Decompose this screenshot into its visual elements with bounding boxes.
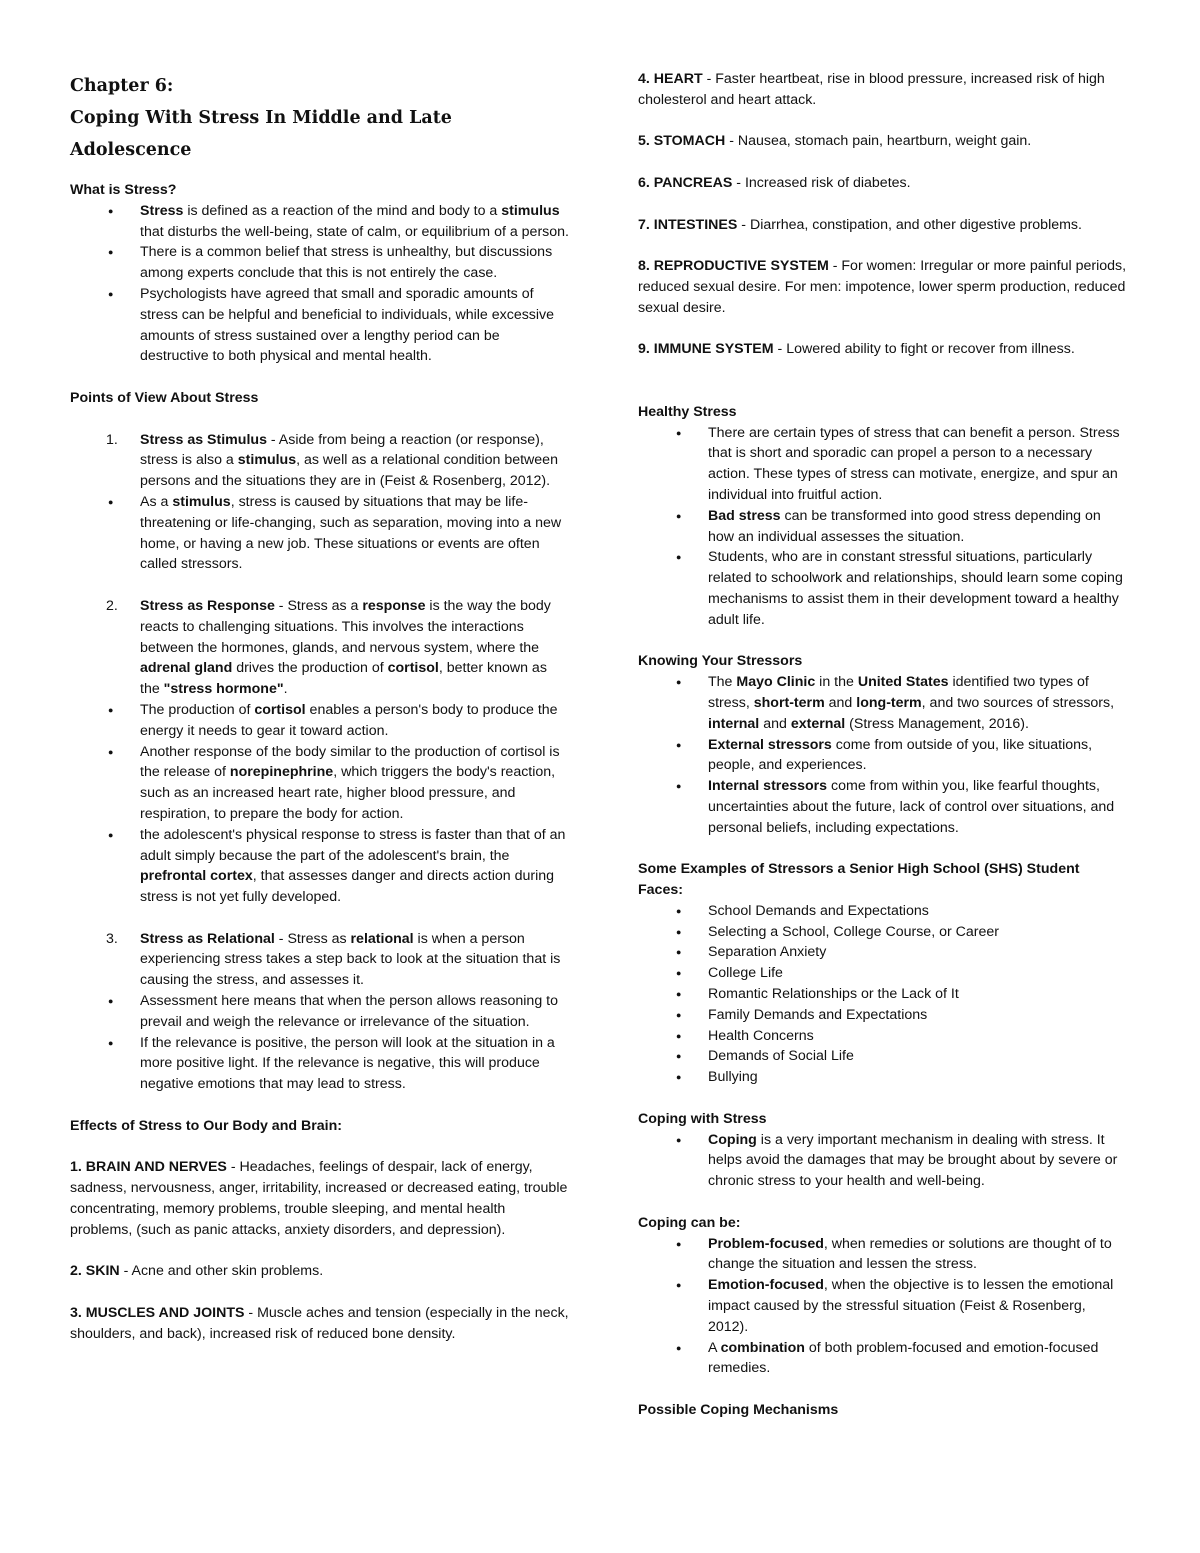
healthy-stress-list bbox=[638, 423, 1128, 631]
points-of-view-heading: Points of View About Stress bbox=[70, 389, 259, 406]
effects-heading: Effects of Stress to Our Body and Brain: bbox=[70, 1117, 342, 1134]
list-item: ● As a stimulus, stress is caused by situations that may be life-threatening or life-changing, such as separation, moving into a new home, or having a new job. These situations or events are often called stressors. bbox=[70, 492, 570, 575]
list-item: ● A combination of both problem-focused and emotion-focused remedies. bbox=[638, 1338, 1128, 1380]
effect-item: 6. PANCREAS - Increased risk of diabetes. bbox=[638, 174, 911, 191]
effect-item: 4. HEART - Faster heartbeat, rise in blood pressure, increased risk of high cholesterol and heart attack. bbox=[638, 71, 1105, 108]
list-item: ● External stressors come from outside of you, like situations, people, and experiences. bbox=[638, 735, 1128, 777]
list-item: ● The production of cortisol enables a person's body to produce the energy it needs to gear it toward action. bbox=[70, 700, 570, 742]
shs-stressors-heading: Some Examples of Stressors a Senior High School (SHS) Student Faces: bbox=[638, 861, 1080, 899]
list-item: ● Emotion-focused, when the objective is to lessen the emotional impact caused by the stressful situation (Feist & Rosenberg, 2012). bbox=[638, 1275, 1128, 1337]
list-item: ● Bad stress can be transformed into good stress depending on how an individual assesses the situation. bbox=[638, 506, 1128, 548]
list-item: ● If the relevance is positive, the person will look at the situation in a more positive light. If the relevance is negative, this will produce negative emotions that may lead to stress. bbox=[70, 1033, 570, 1095]
healthy-stress-heading: Healthy Stress bbox=[638, 403, 737, 420]
list-item: ● Assessment here means that when the person allows reasoning to prevail and weigh the relevance or irrelevance of the situation. bbox=[70, 991, 570, 1033]
list-item: ● the adolescent's physical response to stress is faster than that of an adult simply because the part of the adolescent's brain, the prefrontal cortex, that assesses danger and directs action during stress is not yet fully developed. bbox=[70, 825, 570, 908]
list-item: ● Bullying bbox=[638, 1067, 1128, 1088]
list-item: ● Internal stressors come from within you, like fearful thoughts, uncertainties about the future, lack of control over situations, and personal beliefs, including expectations. bbox=[638, 776, 1128, 838]
coping-heading: Coping with Stress bbox=[638, 1110, 767, 1127]
list-item: 2. Stress as Response - Stress as a response is the way the body reacts to challenging situations. This involves the interactions between the hormones, glands, and nervous system, where the adrenal gland drives the production of cortisol, better known as the "stress hormone". bbox=[106, 597, 551, 698]
what-is-stress-list bbox=[70, 201, 570, 367]
chapter-number: Chapter 6: bbox=[70, 76, 174, 96]
stress-stimulus-section bbox=[70, 430, 570, 576]
what-is-stress-heading: What is Stress? bbox=[70, 182, 177, 198]
list-item: ● Romantic Relationships or the Lack of It bbox=[638, 984, 1128, 1005]
list-item: ● School Demands and Expectations bbox=[638, 901, 1128, 922]
knowing-stressors-list bbox=[638, 672, 1128, 838]
right-column bbox=[638, 0, 1128, 1421]
list-item: ● College Life bbox=[638, 963, 1128, 984]
effect-item: 7. INTESTINES - Diarrhea, constipation, and other digestive problems. bbox=[638, 216, 1082, 233]
left-column bbox=[70, 0, 570, 1345]
list-item: ● Problem-focused, when remedies or solutions are thought of to change the situation and lessen the stress. bbox=[638, 1234, 1128, 1276]
list-item: ● Family Demands and Expectations bbox=[638, 1005, 1128, 1026]
list-item: ● Coping is a very important mechanism in dealing with stress. It helps avoid the damages that may be brought about by severe or chronic stress to your health and well-being. bbox=[638, 1130, 1128, 1192]
list-item: 3. Stress as Relational - Stress as relational is when a person experiencing stress takes a step back to look at the situation that is causing the stress, and assesses it. bbox=[106, 930, 561, 989]
effect-item: 5. STOMACH - Nausea, stomach pain, heartburn, weight gain. bbox=[638, 133, 1032, 150]
list-item: ● Demands of Social Life bbox=[638, 1046, 1128, 1067]
list-item: ● Stress is defined as a reaction of the mind and body to a stimulus that disturbs the well-being, state of calm, or equilibrium of a person. bbox=[70, 201, 570, 243]
stress-relational-section bbox=[70, 929, 570, 1095]
effect-item: 9. IMMUNE SYSTEM - Lowered ability to fight or recover from illness. bbox=[638, 341, 1075, 358]
chapter-title: Coping With Stress In Middle and Late Adolescence bbox=[70, 108, 452, 160]
effect-item: 2. SKIN - Acne and other skin problems. bbox=[70, 1263, 324, 1280]
list-item: ● Students, who are in constant stressful situations, particularly related to schoolwork and relationships, should learn some coping mechanisms to assist them in their development toward a healthy adult life. bbox=[638, 547, 1128, 630]
coping-list bbox=[638, 1130, 1128, 1192]
knowing-stressors-heading: Knowing Your Stressors bbox=[638, 653, 803, 670]
effect-item: 3. MUSCLES AND JOINTS - Muscle aches and tension (especially in the neck, shoulders, and back), increased risk of reduced bone density. bbox=[70, 1305, 569, 1342]
list-item: ● There are certain types of stress that can benefit a person. Stress that is short and sporadic can propel a person to a necessary action. These types of stress can motivate, energize, and spur an individual into fruitful action. bbox=[638, 423, 1128, 506]
list-item: ● Separation Anxiety bbox=[638, 942, 1128, 963]
list-item: ● Selecting a School, College Course, or Career bbox=[638, 922, 1128, 943]
list-item: ● The Mayo Clinic in the United States identified two types of stress, short-term and long-term, and two sources of stressors, internal and external (Stress Management, 2016). bbox=[638, 672, 1128, 734]
list-item: ● There is a common belief that stress is unhealthy, but discussions among experts conclude that this is not entirely the case. bbox=[70, 242, 570, 284]
possible-coping-heading: Possible Coping Mechanisms bbox=[638, 1402, 839, 1418]
coping-can-be-heading: Coping can be: bbox=[638, 1214, 741, 1231]
list-item: ● Another response of the body similar to the production of cortisol is the release of norepinephrine, which triggers the body's reaction, such as an increased heart rate, higher blood pressure, and respiration, to prepare the body for action. bbox=[70, 742, 570, 825]
shs-stressors-list bbox=[638, 901, 1128, 1088]
stress-response-section bbox=[70, 596, 570, 908]
effect-item: 8. REPRODUCTIVE SYSTEM - For women: Irregular or more painful periods, reduced sexual desire. For men: impotence, lower sperm production, reduced sexual desire. bbox=[638, 258, 1127, 316]
list-item: ● Health Concerns bbox=[638, 1026, 1128, 1047]
list-item: 1. Stress as Stimulus - Aside from being a reaction (or response), stress is also a stimulus, as well as a relational condition between persons and the situations they are in (Feist & Rosenberg, 2012). bbox=[106, 431, 558, 490]
effect-item: 1. BRAIN AND NERVES - Headaches, feelings of despair, lack of energy, sadness, nervousness, anger, irritability, increased or decreased eating, trouble concentrating, memory problems, trouble sleeping, and mental health problems, (such as panic attacks, anxiety disorders, and depression). bbox=[70, 1159, 568, 1238]
coping-can-be-list bbox=[638, 1234, 1128, 1380]
list-item: ● Psychologists have agreed that small and sporadic amounts of stress can be helpful and beneficial to individuals, while excessive amounts of stress sustained over a lengthy period can be destructive to both physical and mental health. bbox=[70, 284, 570, 367]
